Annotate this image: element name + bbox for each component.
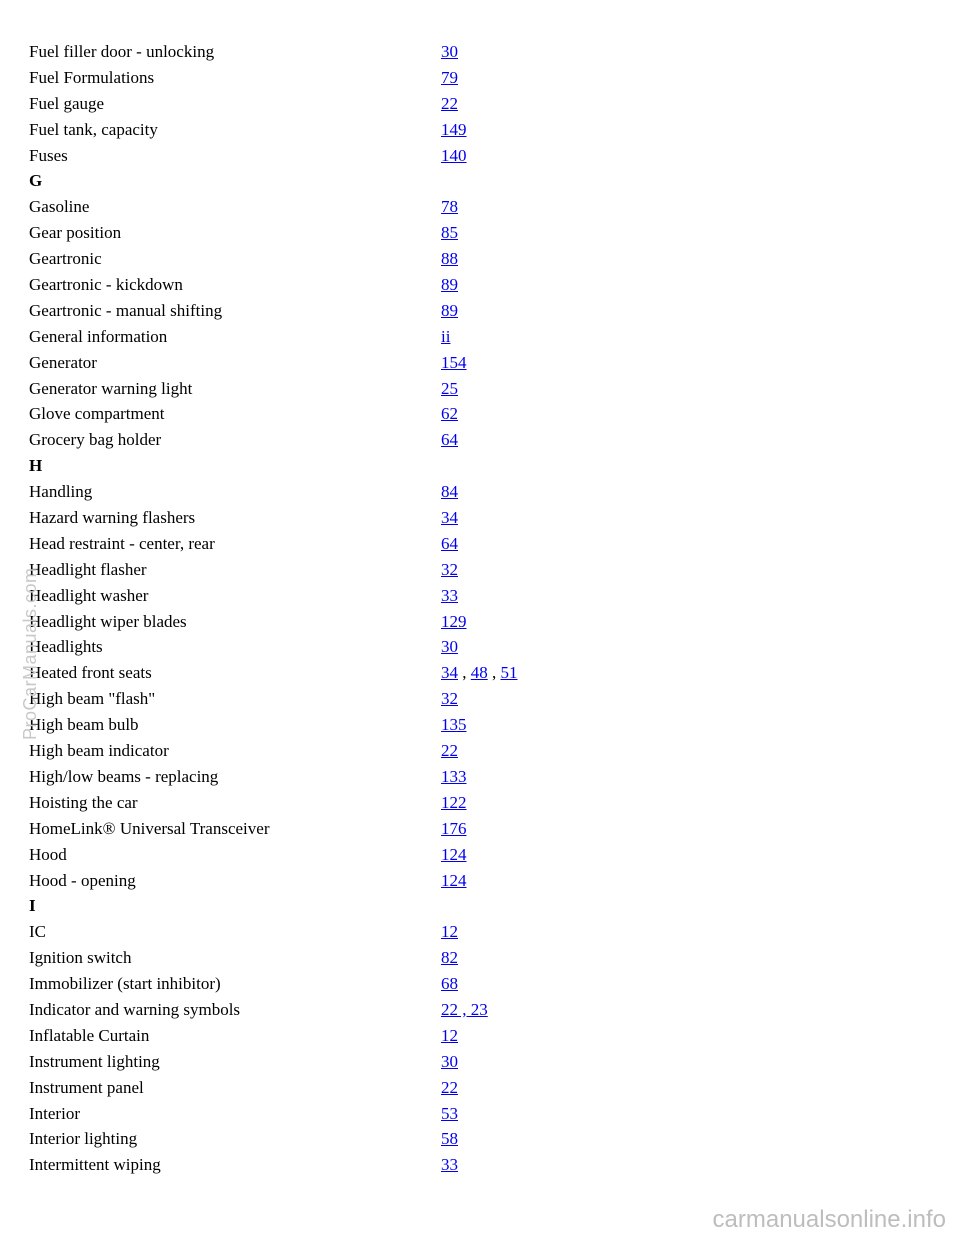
page-link[interactable]: 78 xyxy=(441,197,458,217)
page-refs xyxy=(441,1023,458,1049)
index-term: Hazard warning flashers xyxy=(29,508,196,528)
index-term: Hood - opening xyxy=(29,870,136,890)
page-refs xyxy=(441,91,458,117)
page-refs xyxy=(441,479,458,505)
page-refs xyxy=(441,764,467,790)
page-refs xyxy=(441,945,458,971)
page-refs xyxy=(441,531,458,557)
index-term: Immobilizer (start inhibitor) xyxy=(29,974,221,994)
index-term: Interior lighting xyxy=(29,1129,138,1149)
index-term: HomeLink® Universal Transceiver xyxy=(29,818,270,838)
index-term: Geartronic - kickdown xyxy=(29,275,183,295)
index-entry xyxy=(29,609,929,635)
page-link[interactable]: 124 xyxy=(441,844,467,864)
page-link[interactable]: 149 xyxy=(441,119,467,139)
page-link[interactable]: 89 xyxy=(441,275,458,295)
section-letter: H xyxy=(29,456,43,476)
page-link[interactable]: 33 xyxy=(441,585,458,605)
page-refs xyxy=(441,1126,458,1152)
page-refs xyxy=(441,609,467,635)
index-entry xyxy=(29,945,929,971)
section-letter: G xyxy=(29,171,43,191)
page-refs xyxy=(441,65,458,91)
page-refs xyxy=(441,272,458,298)
index-term: Interior xyxy=(29,1103,80,1123)
index-entry xyxy=(29,1152,929,1178)
index-entry xyxy=(29,143,929,169)
index-term: Inflatable Curtain xyxy=(29,1025,150,1045)
index-term: IC xyxy=(29,922,46,942)
page-link[interactable]: 30 xyxy=(441,1051,458,1071)
index-entry xyxy=(29,557,929,583)
index-entry xyxy=(29,401,929,427)
index-entry xyxy=(29,220,929,246)
index-term: Gasoline xyxy=(29,197,90,217)
page-link[interactable]: 133 xyxy=(441,766,467,786)
page-link[interactable]: 25 xyxy=(441,378,458,398)
index-entry xyxy=(29,1023,929,1049)
page-refs xyxy=(441,298,458,324)
page-link[interactable]: 34 xyxy=(441,663,458,683)
index-entry xyxy=(29,350,929,376)
page-refs xyxy=(441,350,467,376)
page-separator: , xyxy=(487,663,501,683)
page-link[interactable]: 22 xyxy=(441,1077,458,1097)
page-refs xyxy=(441,427,458,453)
page-link[interactable]: 51 xyxy=(500,663,518,683)
index-entry xyxy=(29,298,929,324)
section-letter-row xyxy=(29,453,929,479)
index-entry xyxy=(29,194,929,220)
index-entry xyxy=(29,634,929,660)
index-term: Fuel filler door - unlocking xyxy=(29,42,215,61)
index-term: Instrument panel xyxy=(29,1077,144,1097)
index-term: Headlights xyxy=(29,637,103,657)
page-link[interactable]: 22 , 23 xyxy=(441,999,488,1019)
index-entry xyxy=(29,712,929,738)
index-term: Intermittent wiping xyxy=(29,1155,161,1175)
index-entry xyxy=(29,1126,929,1152)
index-term: Grocery bag holder xyxy=(29,430,162,450)
page-separator: , xyxy=(458,663,471,683)
index-term: Hood xyxy=(29,844,67,864)
page-refs xyxy=(441,39,458,65)
page-refs xyxy=(441,583,458,609)
index-term: Glove compartment xyxy=(29,404,165,424)
index-term: Fuel Formulations xyxy=(29,67,155,87)
page-refs xyxy=(441,686,458,712)
page-refs xyxy=(441,557,458,583)
section-letter-row xyxy=(29,893,929,919)
page-refs xyxy=(441,790,467,816)
page-link[interactable]: 68 xyxy=(441,974,458,994)
page-refs xyxy=(441,324,450,350)
index-term: Geartronic - manual shifting xyxy=(29,300,223,320)
index-entry xyxy=(29,91,929,117)
index-entry xyxy=(29,272,929,298)
index-entry xyxy=(29,764,929,790)
page-link[interactable]: ii xyxy=(441,326,451,346)
index-term: Fuel gauge xyxy=(29,93,105,113)
page-refs xyxy=(441,194,458,220)
page-link[interactable]: 79 xyxy=(441,67,458,87)
index-entry xyxy=(29,583,929,609)
index-term: Headlight flasher xyxy=(29,559,147,579)
page-link[interactable]: 85 xyxy=(441,223,458,243)
page-link[interactable]: 140 xyxy=(441,145,467,165)
index-term: Heated front seats xyxy=(29,663,152,683)
page-link[interactable]: 64 xyxy=(441,430,458,450)
side-watermark: ProCarManuals.com xyxy=(20,567,40,740)
index-entry xyxy=(29,842,929,868)
page-refs xyxy=(441,634,458,660)
index-term: Handling xyxy=(29,482,93,502)
index-term: Fuses xyxy=(29,145,68,165)
page-refs xyxy=(441,738,458,764)
index-entry xyxy=(29,971,929,997)
index-term: High/low beams - replacing xyxy=(29,766,219,786)
page-refs xyxy=(441,143,467,169)
index-term: Headlight wiper blades xyxy=(29,611,187,631)
page-link[interactable]: 32 xyxy=(441,559,458,579)
page-refs xyxy=(441,1152,458,1178)
page-refs xyxy=(441,505,458,531)
index-list xyxy=(29,39,929,1178)
index-entry xyxy=(29,324,929,350)
page-link[interactable]: 176 xyxy=(441,818,467,838)
page-refs xyxy=(441,816,467,842)
page-link[interactable]: 30 xyxy=(441,637,458,657)
index-term: Fuel tank, capacity xyxy=(29,119,158,139)
page-refs xyxy=(441,246,458,272)
index-entry xyxy=(29,997,929,1023)
page-link[interactable]: 12 xyxy=(441,922,458,942)
index-term: Ignition switch xyxy=(29,948,132,968)
page-refs xyxy=(441,376,458,402)
index-term: Head restraint - center, rear xyxy=(29,533,215,553)
page-refs xyxy=(441,712,467,738)
index-entry xyxy=(29,117,929,143)
index-entry xyxy=(29,1049,929,1075)
page-refs xyxy=(441,1075,458,1101)
page-refs xyxy=(441,1101,458,1127)
index-term: Headlight washer xyxy=(29,585,149,605)
page-link[interactable]: 64 xyxy=(441,533,458,553)
index-term: Generator warning light xyxy=(29,378,193,398)
index-term: Geartronic xyxy=(29,249,102,269)
index-entry xyxy=(29,65,929,91)
page-refs xyxy=(441,971,458,997)
index-entry xyxy=(29,376,929,402)
index-term: High beam bulb xyxy=(29,715,139,735)
page-link[interactable]: 135 xyxy=(441,715,467,735)
index-entry xyxy=(29,427,929,453)
page-link[interactable]: 22 xyxy=(441,93,458,113)
page-refs xyxy=(441,868,467,894)
index-entry xyxy=(29,1075,929,1101)
index-term: High beam "flash" xyxy=(29,689,156,709)
index-entry xyxy=(29,479,929,505)
page-link[interactable]: 62 xyxy=(441,404,458,424)
page-refs xyxy=(441,401,458,427)
page-refs xyxy=(441,117,467,143)
index-term: General information xyxy=(29,326,168,346)
section-letter-row xyxy=(29,168,929,194)
page-link[interactable]: 33 xyxy=(441,1155,458,1175)
index-entry xyxy=(29,1101,929,1127)
page-link[interactable]: 124 xyxy=(441,870,467,890)
page-link[interactable]: 53 xyxy=(441,1103,458,1123)
index-entry xyxy=(29,790,929,816)
page-link[interactable]: 89 xyxy=(441,300,458,320)
index-term: Instrument lighting xyxy=(29,1051,160,1071)
page-refs xyxy=(441,842,467,868)
page-link[interactable]: 48 xyxy=(470,663,488,683)
index-term: Generator xyxy=(29,352,97,372)
index-entry xyxy=(29,246,929,272)
page-link[interactable]: 122 xyxy=(441,792,467,812)
index-entry xyxy=(29,39,929,65)
page-refs xyxy=(441,1049,458,1075)
page-link[interactable]: 32 xyxy=(441,689,458,709)
index-entry xyxy=(29,816,929,842)
page-link[interactable]: 12 xyxy=(441,1025,458,1045)
index-entry xyxy=(29,919,929,945)
index-term: High beam indicator xyxy=(29,741,169,761)
index-term: Hoisting the car xyxy=(29,792,138,812)
footer-watermark: carmanualsonline.info xyxy=(712,1206,946,1233)
index-entry xyxy=(29,505,929,531)
page-link[interactable]: 30 xyxy=(441,42,458,61)
page-refs xyxy=(441,220,458,246)
page-refs xyxy=(441,919,458,945)
index-entry xyxy=(29,686,929,712)
page-link[interactable]: 88 xyxy=(441,249,458,269)
index-entry xyxy=(29,868,929,894)
index-entry xyxy=(29,738,929,764)
page-link[interactable]: 84 xyxy=(441,482,458,502)
page-refs xyxy=(441,660,518,686)
page-link[interactable]: 22 xyxy=(441,741,458,761)
index-entry xyxy=(29,660,929,686)
page-link[interactable]: 34 xyxy=(441,508,458,528)
section-letter: I xyxy=(29,896,36,916)
page-link[interactable]: 58 xyxy=(441,1129,458,1149)
index-entry xyxy=(29,531,929,557)
page-link[interactable]: 154 xyxy=(441,352,467,372)
index-term: Indicator and warning symbols xyxy=(29,999,241,1019)
page-link[interactable]: 129 xyxy=(441,611,467,631)
page-link[interactable]: 82 xyxy=(441,948,458,968)
index-term: Gear position xyxy=(29,223,122,243)
page-refs xyxy=(441,997,488,1023)
